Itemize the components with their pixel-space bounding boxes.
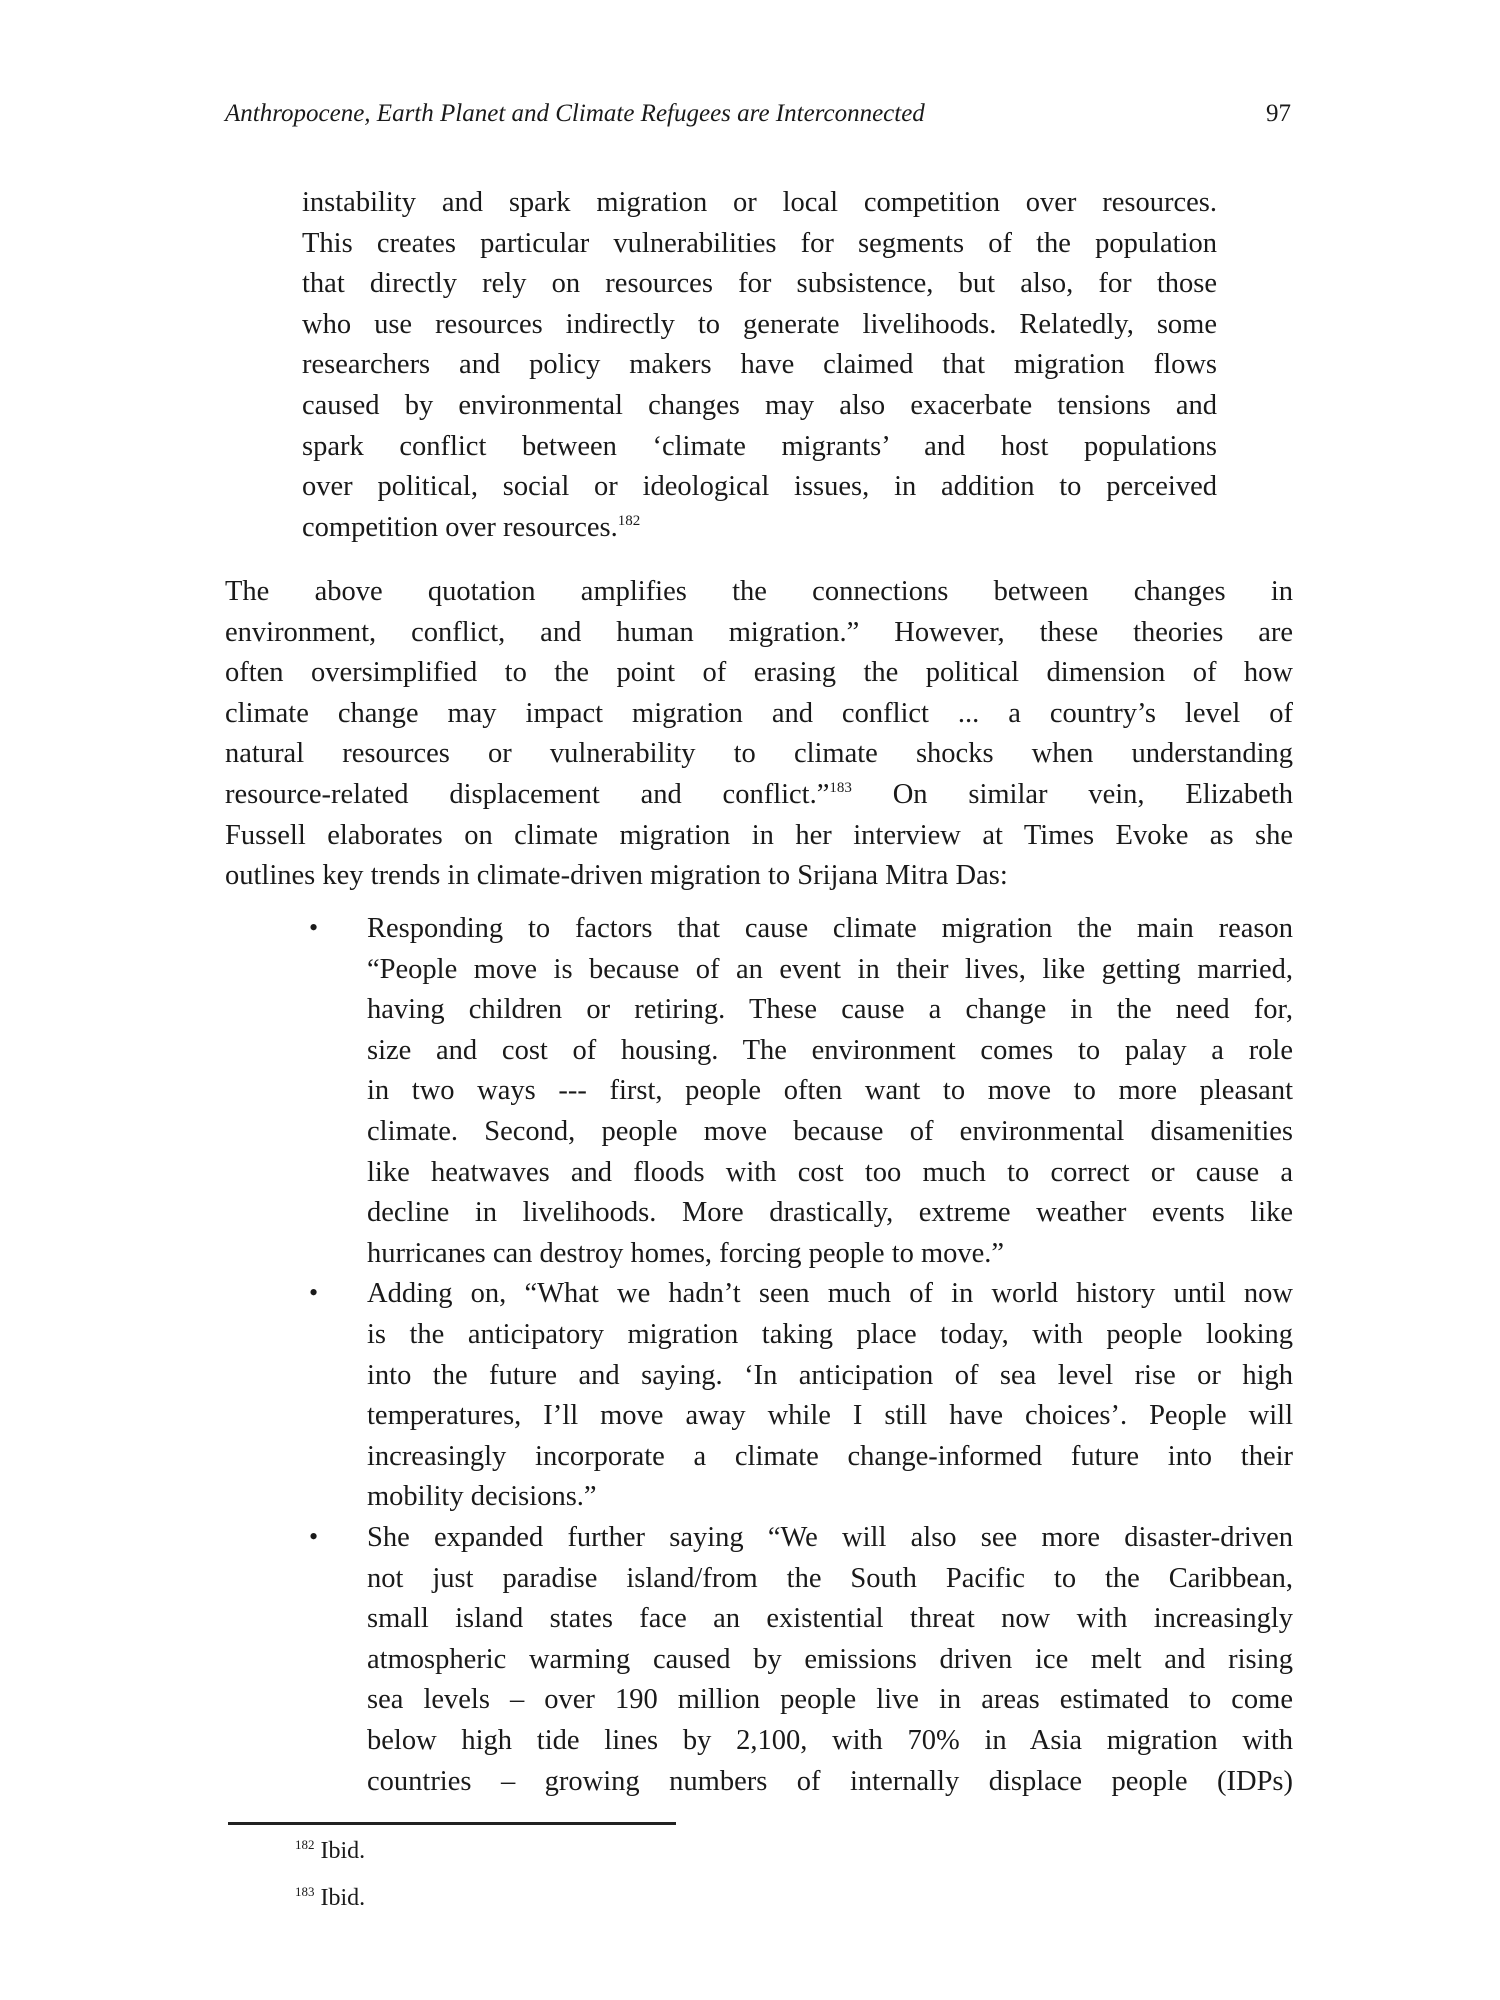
text-line bbox=[367, 950, 1293, 991]
line-text: in two ways --- first, people often want to move to more pleasant bbox=[367, 1075, 1293, 1107]
text-line bbox=[367, 1071, 1293, 1112]
text-line bbox=[302, 345, 1217, 386]
line-text: who use resources indirectly to generate livelihoods. Relatedly, some bbox=[302, 308, 1217, 340]
line-text: often oversimplified to the point of erasing the political dimension of how bbox=[225, 657, 1293, 689]
text-line bbox=[367, 1640, 1293, 1681]
line-text: decline in livelihoods. More drastically, extreme weather events like bbox=[367, 1197, 1293, 1229]
text-line bbox=[367, 1599, 1293, 1640]
text-line bbox=[225, 816, 1293, 857]
line-text: spark conflict between ‘climate migrants’ and host populations bbox=[302, 430, 1217, 462]
running-header: Anthropocene, Earth Planet and Climate Refugees are Interconnected bbox=[225, 100, 925, 127]
footnote-number: 182 bbox=[295, 1837, 315, 1852]
footnote-ref: 182 bbox=[617, 512, 641, 529]
text-line bbox=[225, 694, 1293, 735]
text-line bbox=[367, 1721, 1293, 1762]
text-line bbox=[367, 1315, 1293, 1356]
line-text: like heatwaves and floods with cost too much to correct or cause a bbox=[367, 1156, 1293, 1188]
line-text: hurricanes can destroy homes, forcing people to move.” bbox=[367, 1237, 1005, 1269]
line-text: mobility decisions.” bbox=[367, 1481, 597, 1513]
footnote-number: 183 bbox=[295, 1884, 315, 1899]
body-paragraph bbox=[225, 572, 1293, 897]
line-text: over political, social or ideological issues, in addition to perceived bbox=[302, 471, 1217, 503]
line-text: that directly rely on resources for subsistence, but also, for those bbox=[302, 268, 1217, 300]
text-line bbox=[302, 467, 1217, 508]
text-line bbox=[302, 305, 1217, 346]
text-line bbox=[367, 1477, 1293, 1518]
line-text: having children or retiring. These cause a change in the need for, bbox=[367, 994, 1293, 1026]
bullet-item bbox=[309, 1274, 1293, 1518]
line-text: “People move is because of an event in their lives, like getting married, bbox=[367, 953, 1293, 985]
text-line bbox=[225, 856, 1293, 897]
line-text: climate change may impact migration and conflict ... a country’s level of bbox=[225, 697, 1293, 729]
line-text: is the anticipatory migration taking place today, with people looking bbox=[367, 1318, 1293, 1350]
text-line bbox=[225, 775, 1293, 816]
footnote-text: Ibid. bbox=[320, 1838, 366, 1864]
line-text: into the future and saying. ‘In anticipation of sea level rise or high bbox=[367, 1359, 1293, 1391]
line-text: environment, conflict, and human migration.” However, these theories are bbox=[225, 616, 1293, 648]
line-text: On similar vein, Elizabeth bbox=[851, 778, 1293, 810]
line-text: Responding to factors that cause climate migration the main reason bbox=[367, 913, 1293, 944]
line-text: researchers and policy makers have claimed that migration flows bbox=[302, 349, 1217, 381]
text-line bbox=[367, 1559, 1293, 1600]
text-line bbox=[367, 1356, 1293, 1397]
line-text: countries – growing numbers of internally displace people (IDPs) bbox=[367, 1765, 1293, 1797]
line-text: caused by environmental changes may also exacerbate tensions and bbox=[302, 389, 1217, 421]
text-line bbox=[225, 653, 1293, 694]
line-text: Fussell elaborates on climate migration in her interview at Times Evoke as she bbox=[225, 819, 1293, 851]
text-line bbox=[225, 734, 1293, 775]
line-text: She expanded further saying “We will also see more disaster-driven bbox=[367, 1522, 1293, 1553]
bullet-icon: • bbox=[309, 913, 319, 942]
line-text: atmospheric warming caused by emissions driven ice melt and rising bbox=[367, 1643, 1293, 1675]
line-text: natural resources or vulnerability to climate shocks when understanding bbox=[225, 738, 1293, 770]
line-text: instability and spark migration or local competition over resources. bbox=[302, 187, 1217, 218]
line-text: not just paradise island/from the South Pacific to the Caribbean, bbox=[367, 1562, 1293, 1594]
footnote-183 bbox=[295, 1885, 365, 1912]
text-line bbox=[302, 386, 1217, 427]
bullet-icon: • bbox=[309, 1278, 319, 1308]
text-line bbox=[367, 990, 1293, 1031]
line-text: sea levels – over 190 million people live in areas estimated to come bbox=[367, 1684, 1293, 1716]
footnote-ref: 183 bbox=[829, 779, 852, 796]
text-line bbox=[225, 613, 1293, 654]
text-line bbox=[302, 183, 1217, 224]
line-text: temperatures, I’ll move away while I still have choices’. People will bbox=[367, 1400, 1293, 1432]
line-text: climate. Second, people move because of environmental disamenities bbox=[367, 1115, 1293, 1147]
line-text: This creates particular vulnerabilities for segments of the population bbox=[302, 227, 1217, 259]
footnote-182 bbox=[295, 1838, 365, 1865]
line-text: increasingly incorporate a climate change-informed future into their bbox=[367, 1440, 1293, 1472]
bullet-icon: • bbox=[309, 1522, 319, 1551]
text-line bbox=[302, 427, 1217, 468]
footnote-text: Ibid. bbox=[320, 1885, 366, 1911]
text-line bbox=[367, 1437, 1293, 1478]
text-line bbox=[367, 1274, 1293, 1315]
block-quote bbox=[302, 183, 1217, 548]
page-number: 97 bbox=[1266, 100, 1291, 127]
line-text: size and cost of housing. The environment comes to palay a role bbox=[367, 1034, 1293, 1066]
text-line bbox=[367, 909, 1293, 950]
text-line bbox=[367, 1234, 1293, 1275]
bullet-item bbox=[309, 1518, 1293, 1802]
line-text: Adding on, “What we hadn’t seen much of in world history until now bbox=[367, 1278, 1293, 1310]
text-line bbox=[225, 572, 1293, 613]
line-text: outlines key trends in climate-driven migration to Srijana Mitra Das: bbox=[225, 860, 1008, 892]
text-line bbox=[367, 1762, 1293, 1803]
text-line bbox=[367, 1518, 1293, 1559]
text-line bbox=[302, 264, 1217, 305]
text-line bbox=[367, 1680, 1293, 1721]
line-text: competition over resources. bbox=[302, 511, 618, 543]
text-line bbox=[367, 1031, 1293, 1072]
line-text: The above quotation amplifies the connections between changes in bbox=[225, 576, 1293, 607]
bullet-item bbox=[309, 909, 1293, 1274]
text-line bbox=[367, 1112, 1293, 1153]
line-text: resource-related displacement and conflict.” bbox=[225, 778, 830, 810]
text-line bbox=[302, 224, 1217, 265]
text-line bbox=[302, 508, 1217, 549]
text-line bbox=[367, 1193, 1293, 1234]
line-text: small island states face an existential threat now with increasingly bbox=[367, 1603, 1293, 1635]
text-line bbox=[367, 1153, 1293, 1194]
footnote-separator bbox=[228, 1822, 676, 1825]
line-text: below high tide lines by 2,100, with 70% in Asia migration with bbox=[367, 1724, 1293, 1756]
text-line bbox=[367, 1396, 1293, 1437]
